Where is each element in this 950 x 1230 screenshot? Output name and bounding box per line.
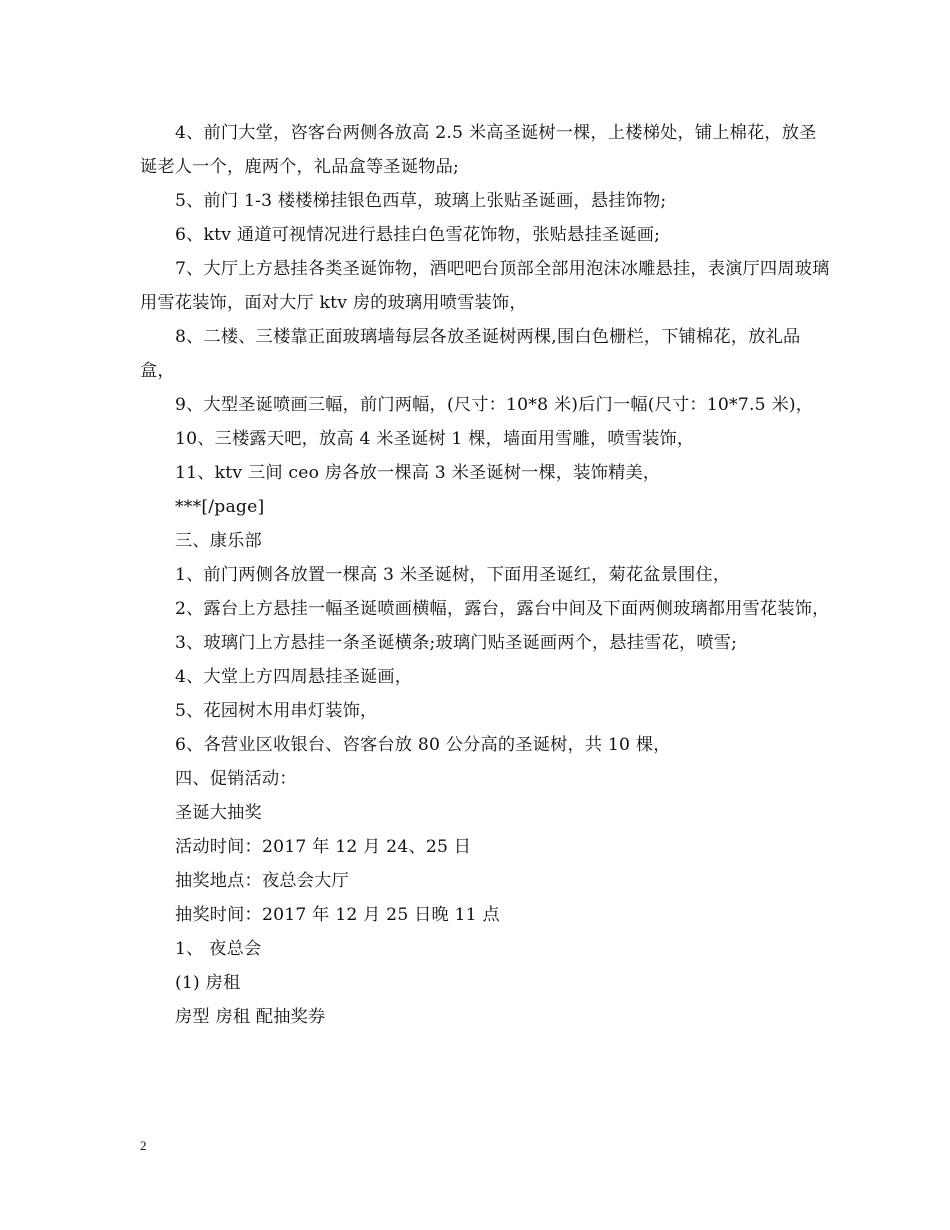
draw-location: 抽奖地点：夜总会大厅 xyxy=(175,871,349,891)
page-break-marker: ***[/page] xyxy=(175,497,265,517)
paragraph-floor-trees: 8、二楼、三楼靠正面玻璃墙每层各放圣诞树两棵,围白色栅栏，下铺棉花，放礼品盒， xyxy=(140,327,801,381)
paragraph-lobby-paintings: 4、大堂上方四周悬挂圣诞画， xyxy=(175,667,413,687)
paragraph-spray-paintings: 9、大型圣诞喷画三幅，前门两幅，(尺寸：10*8 米)后门一幅(尺寸：10*7.5 米)， xyxy=(175,395,814,415)
paragraph-lobby-decoration: 4、前门大堂，咨客台两侧各放高 2.5 米高圣诞树一棵，上楼梯处，铺上棉花，放圣诞老人一个，鹿两个，礼品盒等圣诞物品; xyxy=(140,123,817,177)
paragraph-glass-door: 3、玻璃门上方悬挂一条圣诞横条;玻璃门贴圣诞画两个，悬挂雪花，喷雪; xyxy=(175,633,738,653)
section-heading-recreation: 三、康乐部 xyxy=(175,531,262,551)
section-heading-promotion: 四、促销活动： xyxy=(175,769,297,789)
subsection-nightclub: 1、 夜总会 xyxy=(175,939,262,959)
paragraph-garden-lights: 5、花园树木用串灯装饰， xyxy=(175,701,378,721)
paragraph-rooftop-bar: 10、三楼露天吧，放高 4 米圣诞树 1 棵，墙面用雪雕，喷雪装饰， xyxy=(175,429,695,449)
draw-time: 抽奖时间：2017 年 12 月 25 日晚 11 点 xyxy=(175,905,500,925)
page-number: 2 xyxy=(140,1138,147,1153)
event-time: 活动时间：2017 年 12 月 24、25 日 xyxy=(175,837,472,857)
paragraph-stairs-decoration: 5、前门 1-3 楼楼梯挂银色西草，玻璃上张贴圣诞画，悬挂饰物; xyxy=(175,191,667,211)
table-header-line: 房型 房租 配抽奖券 xyxy=(175,1007,326,1027)
subsection-room-rent: (1) 房租 xyxy=(175,973,241,993)
paragraph-cashier-trees: 6、各营业区收银台、咨客台放 80 公分高的圣诞树，共 10 棵， xyxy=(175,735,671,755)
document-body xyxy=(140,116,830,1034)
paragraph-terrace-banner: 2、露台上方悬挂一幅圣诞喷画横幅，露台，露台中间及下面两侧玻璃都用雪花装饰， xyxy=(175,599,830,619)
paragraph-ceo-rooms: 11、ktv 三间 ceo 房各放一棵高 3 米圣诞树一棵，装饰精美， xyxy=(175,463,661,483)
paragraph-hall-decoration: 7、大厅上方悬挂各类圣诞饰物，酒吧吧台顶部全部用泡沫冰雕悬挂，表演厅四周玻璃用雪花装饰，面对大厅 ktv 房的玻璃用喷雪装饰， xyxy=(140,259,830,313)
paragraph-ktv-corridor: 6、ktv 通道可视情况进行悬挂白色雪花饰物，张贴悬挂圣诞画; xyxy=(175,225,661,245)
promotion-title: 圣诞大抽奖 xyxy=(175,803,262,823)
paragraph-front-door-trees: 1、前门两侧各放置一棵高 3 米圣诞树，下面用圣诞红，菊花盆景围住， xyxy=(175,565,731,585)
